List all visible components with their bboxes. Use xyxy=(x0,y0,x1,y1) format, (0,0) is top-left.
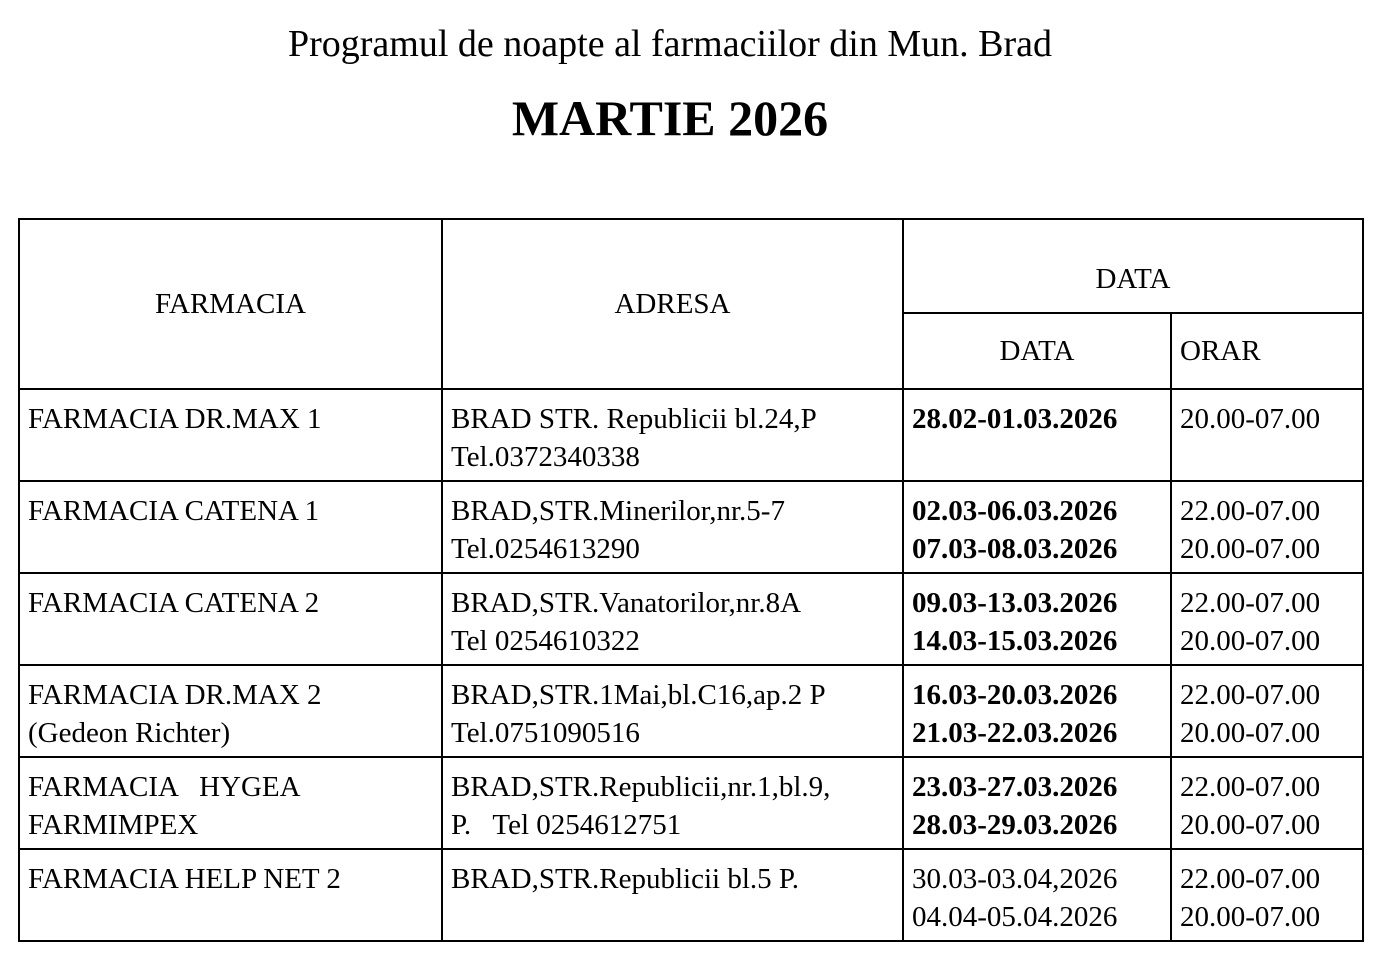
table-row xyxy=(19,481,1363,573)
pharmacy-schedule-table xyxy=(18,218,1364,942)
hours-line: 22.00-07.00 xyxy=(1180,495,1321,527)
hours-cell xyxy=(1171,573,1363,665)
pharmacy-name-cell xyxy=(19,481,442,573)
address-cell xyxy=(442,573,903,665)
table-row xyxy=(19,573,1363,665)
hours-line: 20.00-07.00 xyxy=(1180,533,1321,565)
pharmacy-name-line xyxy=(28,530,433,568)
dates-line: 04.04-05.04.2026 xyxy=(912,901,1118,933)
pharmacy-name-line: FARMACIA HYGEA xyxy=(28,771,301,803)
dates-cell xyxy=(903,389,1171,481)
dates-line: 14.03-15.03.2026 xyxy=(912,625,1118,657)
address-line: Tel 0254610322 xyxy=(451,625,640,657)
address-cell xyxy=(442,757,903,849)
schedule-rows xyxy=(19,389,1363,941)
dates-line: 28.02-01.03.2026 xyxy=(912,403,1118,435)
hours-line: 20.00-07.00 xyxy=(1180,403,1321,435)
address-line: BRAD,STR.Republicii,nr.1,bl.9, xyxy=(451,771,831,803)
address-line xyxy=(451,898,894,936)
dates-line: 23.03-27.03.2026 xyxy=(912,771,1118,803)
pharmacy-name-line: FARMIMPEX xyxy=(28,809,199,841)
column-header-adresa: ADRESA xyxy=(442,219,903,389)
hours-line: 20.00-07.00 xyxy=(1180,717,1321,749)
dates-line: 09.03-13.03.2026 xyxy=(912,587,1118,619)
column-header-data-group: DATA xyxy=(903,219,1363,313)
dates-line: 21.03-22.03.2026 xyxy=(912,717,1118,749)
dates-cell xyxy=(903,573,1171,665)
column-header-farmacia: FARMACIA xyxy=(19,219,442,389)
hours-line: 22.00-07.00 xyxy=(1180,679,1321,711)
dates-line: 30.03-03.04,2026 xyxy=(912,863,1118,895)
dates-line: 16.03-20.03.2026 xyxy=(912,679,1118,711)
hours-line: 22.00-07.00 xyxy=(1180,863,1321,895)
address-line: BRAD,STR.Republicii bl.5 P. xyxy=(451,863,800,895)
document-title: Programul de noapte al farmaciilor din Mun. Brad xyxy=(287,23,1052,65)
pharmacy-name-cell xyxy=(19,757,442,849)
dates-cell xyxy=(903,481,1171,573)
table-row xyxy=(19,665,1363,757)
table-row xyxy=(19,389,1363,481)
pharmacy-name-cell xyxy=(19,573,442,665)
pharmacy-name-line: (Gedeon Richter) xyxy=(28,717,231,749)
pharmacy-name-line: FARMACIA DR.MAX 2 xyxy=(28,679,322,711)
hours-cell xyxy=(1171,389,1363,481)
column-header-data: DATA xyxy=(903,313,1171,389)
dates-line: 07.03-08.03.2026 xyxy=(912,533,1118,565)
hours-line: 20.00-07.00 xyxy=(1180,625,1321,657)
pharmacy-name-line xyxy=(28,622,433,660)
address-line: Tel.0254613290 xyxy=(451,533,640,565)
pharmacy-name-line: FARMACIA CATENA 1 xyxy=(28,495,320,527)
table-row xyxy=(19,757,1363,849)
address-line: BRAD,STR.Vanatorilor,nr.8A xyxy=(451,587,802,619)
dates-line: 28.03-29.03.2026 xyxy=(912,809,1118,841)
address-line: BRAD,STR.Minerilor,nr.5-7 xyxy=(451,495,785,527)
pharmacy-name-cell xyxy=(19,849,442,941)
hours-cell xyxy=(1171,481,1363,573)
hours-line: 20.00-07.00 xyxy=(1180,809,1321,841)
hours-line: 22.00-07.00 xyxy=(1180,771,1321,803)
pharmacy-name-line: FARMACIA HELP NET 2 xyxy=(28,863,341,895)
address-line: BRAD,STR.1Mai,bl.C16,ap.2 P xyxy=(451,679,826,711)
address-cell xyxy=(442,665,903,757)
pharmacy-name-cell xyxy=(19,665,442,757)
dates-cell xyxy=(903,757,1171,849)
table-row xyxy=(19,849,1363,941)
dates-line: 02.03-06.03.2026 xyxy=(912,495,1118,527)
hours-line: 22.00-07.00 xyxy=(1180,587,1321,619)
address-line: P. Tel 0254612751 xyxy=(451,809,682,841)
hours-cell xyxy=(1171,849,1363,941)
pharmacy-name-line: FARMACIA CATENA 2 xyxy=(28,587,320,619)
address-line: Tel.0751090516 xyxy=(451,717,640,749)
pharmacy-name-line xyxy=(28,898,433,936)
address-line: Tel.0372340338 xyxy=(451,441,640,473)
hours-cell xyxy=(1171,665,1363,757)
pharmacy-name-line: FARMACIA DR.MAX 1 xyxy=(28,403,322,435)
dates-line xyxy=(912,438,1162,476)
address-cell xyxy=(442,481,903,573)
dates-cell xyxy=(903,665,1171,757)
column-header-orar: ORAR xyxy=(1171,313,1363,389)
dates-cell xyxy=(903,849,1171,941)
pharmacy-name-cell xyxy=(19,389,442,481)
hours-line: 20.00-07.00 xyxy=(1180,901,1321,933)
address-cell xyxy=(442,389,903,481)
month-heading: MARTIE 2026 xyxy=(511,90,829,146)
address-cell xyxy=(442,849,903,941)
hours-line xyxy=(1180,438,1354,476)
address-line: BRAD STR. Republicii bl.24,P xyxy=(451,403,817,435)
pharmacy-name-line xyxy=(28,438,433,476)
hours-cell xyxy=(1171,757,1363,849)
